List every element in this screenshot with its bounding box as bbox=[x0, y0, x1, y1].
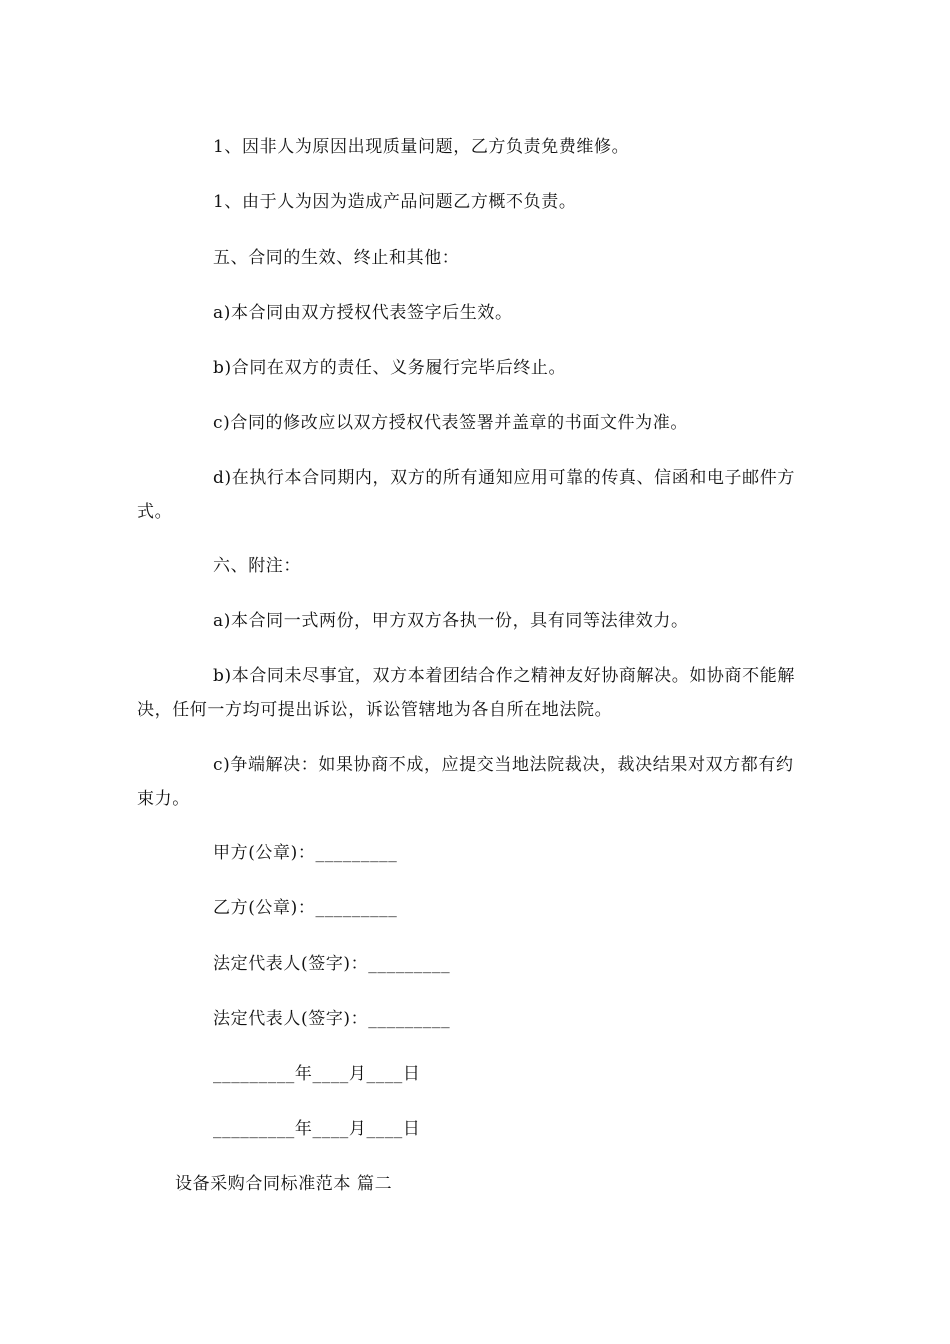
date-line-1: _________年____月____日 bbox=[213, 1064, 421, 1084]
signature-legal-rep-2: 法定代表人(签字)：_________ bbox=[213, 1009, 451, 1029]
paragraph-5c: c)合同的修改应以双方授权代表签署并盖章的书面文件为准。 bbox=[213, 413, 688, 433]
paragraph-6c: c)争端解决：如果协商不成，应提交当地法院裁决，裁决结果对双方都有约束力。 bbox=[137, 755, 794, 809]
heading-notes: 六、附注： bbox=[213, 556, 301, 576]
paragraph-6a: a)本合同一式两份，甲方双方各执一份，具有同等法律效力。 bbox=[213, 611, 689, 631]
paragraph-5a: a)本合同由双方授权代表签字后生效。 bbox=[213, 303, 513, 323]
signature-party-b-seal: 乙方(公章)：_________ bbox=[213, 898, 398, 918]
paragraph-5d: d)在执行本合同期内，双方的所有通知应用可靠的传真、信函和电子邮件方式。 bbox=[137, 468, 795, 522]
signature-legal-rep-1: 法定代表人(签字)：_________ bbox=[213, 954, 451, 974]
paragraph-5b: b)合同在双方的责任、义务履行完毕后终止。 bbox=[213, 358, 567, 378]
date-line-2: _________年____月____日 bbox=[213, 1119, 421, 1139]
paragraph-human-damage: 1、由于人为因为造成产品问题乙方概不负责。 bbox=[213, 192, 577, 212]
section-title: 设备采购合同标准范本 篇二 bbox=[175, 1174, 393, 1194]
heading-effect-termination: 五、合同的生效、终止和其他： bbox=[213, 248, 460, 268]
signature-party-a-seal: 甲方(公章)：_________ bbox=[213, 843, 398, 863]
paragraph-6b: b)本合同未尽事宜，双方本着团结合作之精神友好协商解决。如协商不能解决，任何一方均可提出诉讼，诉讼管辖地为各自所在地法院。 bbox=[137, 666, 795, 720]
paragraph-quality-repair: 1、因非人为原因出现质量问题，乙方负责免费维修。 bbox=[213, 137, 630, 157]
